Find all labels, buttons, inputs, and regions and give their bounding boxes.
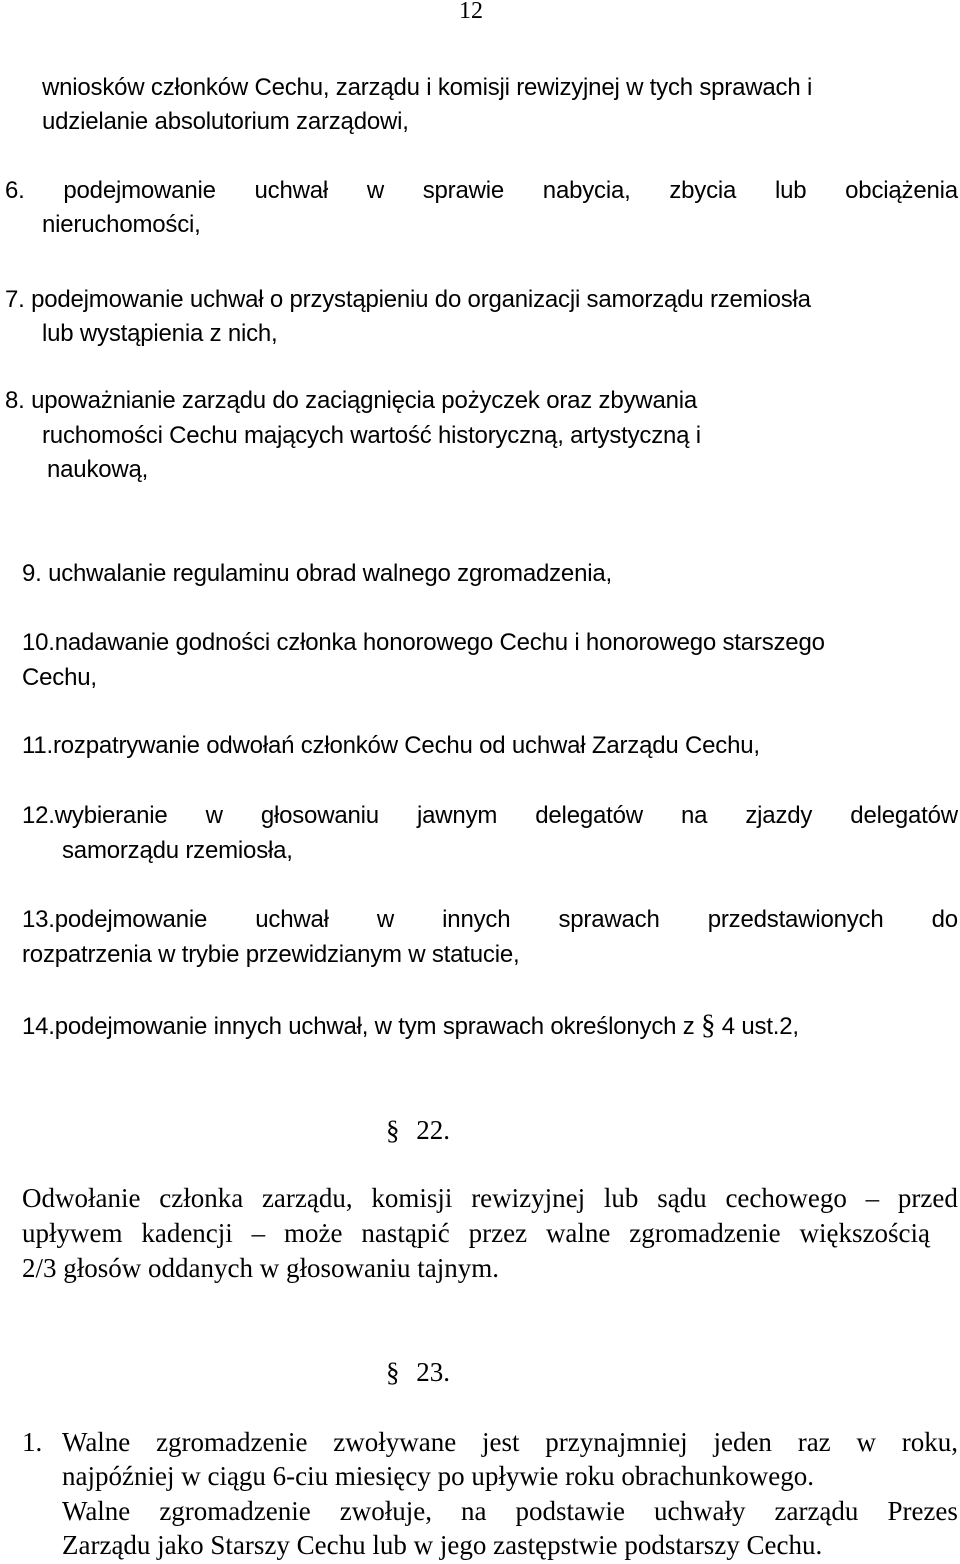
- word: przynajmniej: [545, 1427, 688, 1457]
- word: kadencji: [141, 1218, 233, 1248]
- word: zjazdy: [745, 802, 813, 829]
- section-22-line-3: 2/3 głosów oddanych w głosowaniu tajnym.: [22, 1253, 499, 1283]
- list-item-10-line-2: Cechu,: [22, 664, 97, 691]
- list-item-8-line-1: 8. upoważnianie zarządu do zaciągnięcia pożyczek oraz zbywania: [5, 387, 698, 414]
- word: w: [205, 802, 223, 829]
- word: uchwały: [654, 1496, 746, 1526]
- word: przed: [897, 1183, 958, 1213]
- word: –: [865, 1183, 880, 1213]
- word: lub: [603, 1183, 639, 1213]
- list-item-13-line-2: rozpatrzenia w trybie przewidzianym w statucie,: [22, 941, 520, 968]
- word: podejmowanie: [63, 177, 216, 204]
- word: w: [366, 177, 384, 204]
- word: roku,: [901, 1427, 958, 1457]
- list-item-12-line-2: samorządu rzemiosła,: [62, 837, 293, 864]
- list-item-12-line-1: [22, 799, 958, 833]
- word: zwoływane: [333, 1427, 457, 1457]
- list-item-7-line-2: lub wystąpienia z nich,: [42, 320, 278, 347]
- list-item-5-line-2: udzielanie absolutorium zarządowi,: [42, 108, 409, 135]
- word: przedstawionych: [707, 906, 884, 933]
- word: zbycia: [669, 177, 737, 204]
- list-item-6-line-2: nieruchomości,: [42, 211, 201, 238]
- word: komisji: [371, 1183, 453, 1213]
- word: innych: [442, 906, 511, 933]
- word: upływem: [22, 1218, 123, 1248]
- word: cechowego: [725, 1183, 847, 1213]
- word: jeden: [713, 1427, 772, 1457]
- list-item-5-line-1: wniosków członków Cechu, zarządu i komisji rewizyjnej w tych sprawach i: [42, 74, 813, 101]
- word: zarządu,: [261, 1183, 353, 1213]
- list-item-13-line-1: [22, 903, 958, 937]
- word: Prezes: [887, 1496, 958, 1526]
- section-22-heading: [386, 1113, 450, 1147]
- word: zgromadzenie: [159, 1496, 311, 1526]
- section-23-line-3: [62, 1494, 958, 1528]
- word: może: [284, 1218, 343, 1248]
- section-23-number: 23.: [416, 1357, 450, 1387]
- word: rewizyjnej: [471, 1183, 586, 1213]
- word: jest: [481, 1427, 520, 1457]
- word: członka: [159, 1183, 244, 1213]
- word: nabycia,: [542, 177, 631, 204]
- section-22-number: 22.: [416, 1115, 450, 1145]
- word: większością: [799, 1218, 930, 1248]
- word: Odwołanie: [22, 1183, 141, 1213]
- section-23-line-2: najpóźniej w ciągu 6-ciu miesięcy po upływie roku obrachunkowego.: [62, 1461, 815, 1491]
- section-sign: §: [701, 1009, 716, 1041]
- word: –: [251, 1218, 266, 1248]
- word: podstawie: [515, 1496, 625, 1526]
- list-item-9: 9. uchwalanie regulaminu obrad walnego zgromadzenia,: [22, 560, 612, 587]
- word: do: [931, 906, 958, 933]
- word: uchwał: [255, 906, 329, 933]
- word: sądu: [657, 1183, 707, 1213]
- section-22-sign: §: [386, 1115, 400, 1145]
- section-23-heading: [386, 1355, 450, 1389]
- word: 12.wybieranie: [22, 802, 168, 829]
- section-23-line-4: Zarządu jako Starszy Cechu lub w jego zastępstwie podstarszy Cechu.: [62, 1530, 823, 1560]
- word: na: [680, 802, 708, 829]
- word: 13.podejmowanie: [22, 906, 208, 933]
- list-item-14-text: 14.podejmowanie innych uchwał, w tym sprawach określonych z: [22, 1013, 701, 1040]
- list-item-7-line-1: 7. podejmowanie uchwał o przystąpieniu do organizacji samorządu rzemiosła: [5, 286, 811, 313]
- list-item-14-ref: 4 ust.2,: [715, 1013, 799, 1040]
- word: Walne: [62, 1496, 131, 1526]
- word: walne: [545, 1218, 611, 1248]
- word: zarządu: [774, 1496, 859, 1526]
- word: sprawie: [422, 177, 505, 204]
- word: delegatów: [850, 802, 958, 829]
- section-23-item-number: 1.: [22, 1427, 43, 1457]
- word: jawnym: [417, 802, 498, 829]
- section-23-line-1: [62, 1425, 958, 1459]
- word: Walne: [62, 1427, 131, 1457]
- word: uchwał: [254, 177, 329, 204]
- word: na: [461, 1496, 487, 1526]
- word: raz: [797, 1427, 831, 1457]
- section-22-line-1: [22, 1181, 958, 1215]
- list-item-10-line-1: 10.nadawanie godności członka honorowego Cechu i honorowego starszego: [22, 629, 825, 656]
- section-23-sign: §: [386, 1357, 400, 1387]
- word: obciążenia: [845, 177, 958, 204]
- list-item-8-line-2: ruchomości Cechu mających wartość historyczną, artystyczną i: [42, 422, 701, 449]
- word: w: [856, 1427, 876, 1457]
- page-number: 12: [459, 0, 483, 24]
- word: zgromadzenie: [156, 1427, 308, 1457]
- list-item-14: [22, 1008, 799, 1044]
- list-item-11: 11.rozpatrywanie odwołań członków Cechu od uchwał Zarządu Cechu,: [22, 732, 760, 759]
- word: sprawach: [558, 906, 660, 933]
- word: w: [376, 906, 395, 933]
- word: lub: [774, 177, 807, 204]
- word: nastąpić: [361, 1218, 450, 1248]
- word: 6.: [5, 177, 25, 204]
- word: delegatów: [535, 802, 643, 829]
- section-22-line-2: [22, 1216, 930, 1250]
- word: głosowaniu: [260, 802, 379, 829]
- word: przez: [468, 1218, 528, 1248]
- word: zwołuje,: [339, 1496, 432, 1526]
- list-item-6-line-1: [5, 174, 958, 208]
- word: zgromadzenie: [629, 1218, 781, 1248]
- list-item-8-line-3: naukową,: [47, 456, 149, 483]
